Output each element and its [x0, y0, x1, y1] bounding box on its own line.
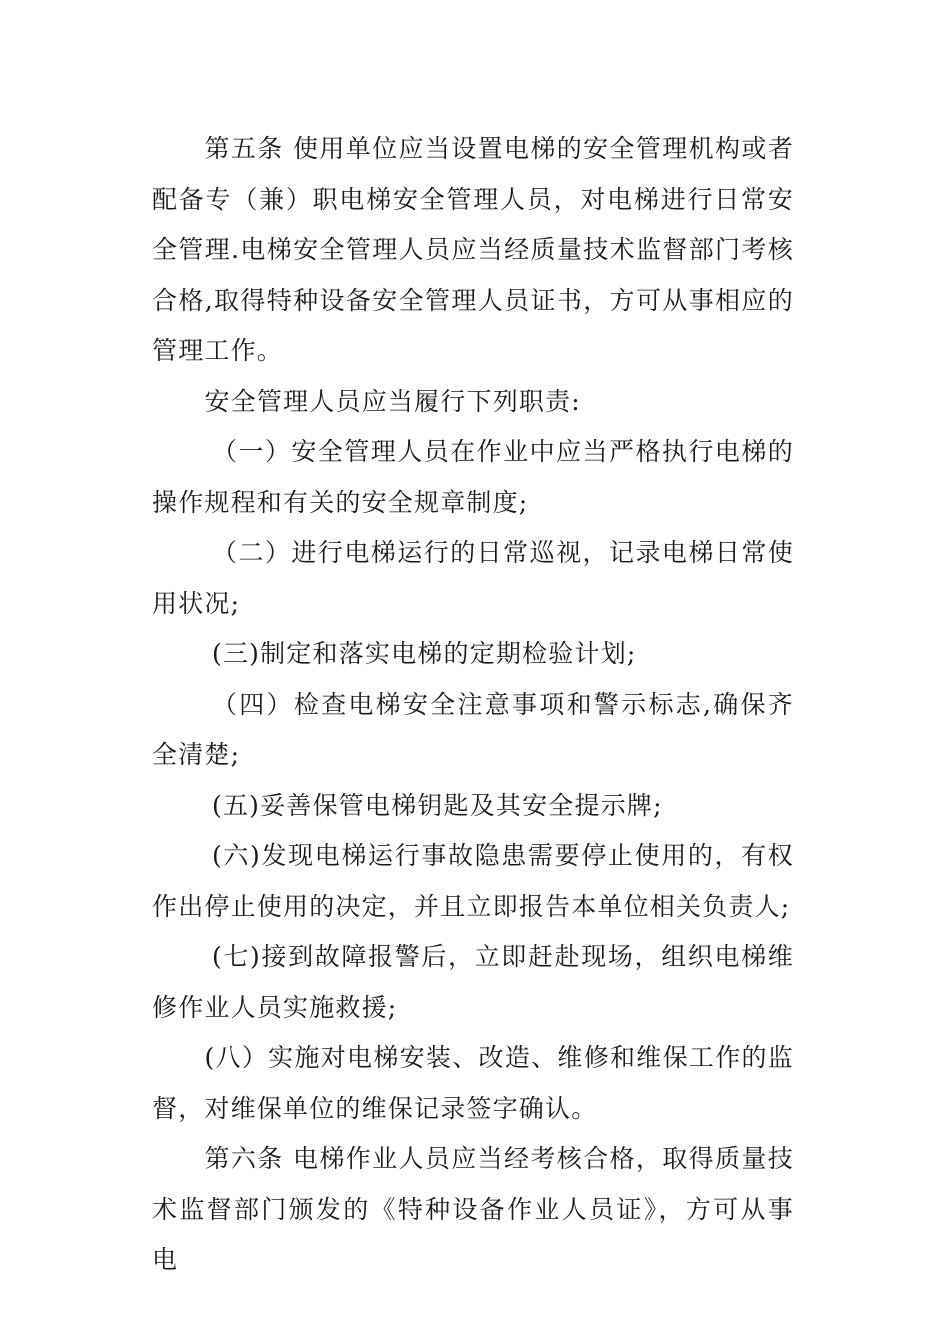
duty-item-8: (八）实施对电梯安装、改造、维修和维保工作的监督，对维保单位的维保记录签字确认。	[152, 1043, 794, 1123]
duty-item-2: （二）进行电梯运行的日常巡视，记录电梯日常使用状况;	[152, 538, 794, 618]
document-body	[152, 124, 794, 1286]
article-5-paragraph: 第五条 使用单位应当设置电梯的安全管理机构或者配备专（兼）职电梯安全管理人员，对电梯进行日常安全管理.电梯安全管理人员应当经质量技术监督部门考核合格,取得特种设备安全管理人员证书，方可从事相应的管理工作。	[152, 134, 794, 365]
article-6-paragraph: 第六条 电梯作业人员应当经考核合格，取得质量技术监督部门颁发的《特种设备作业人员证》，方可从事电	[152, 1144, 794, 1274]
duty-item-4: （四）检查电梯安全注意事项和警示标志,确保齐全清楚;	[152, 689, 794, 769]
duty-item-5: (五)妥善保管电梯钥匙及其安全提示牌;	[212, 790, 663, 820]
duty-item-7: (七)接到故障报警后，立即赶赴现场，组织电梯维修作业人员实施救援;	[152, 942, 794, 1022]
duty-item-1: （一）安全管理人员在作业中应当严格执行电梯的操作规程和有关的安全规章制度;	[152, 437, 794, 517]
duties-intro-paragraph: 安全管理人员应当履行下列职责:	[204, 386, 581, 416]
duty-item-6: (六)发现电梯运行事故隐患需要停止使用的，有权作出停止使用的决定，并且立即报告本单位相关负责人;	[152, 841, 794, 921]
duty-item-3: (三)制定和落实电梯的定期检验计划;	[212, 639, 637, 668]
